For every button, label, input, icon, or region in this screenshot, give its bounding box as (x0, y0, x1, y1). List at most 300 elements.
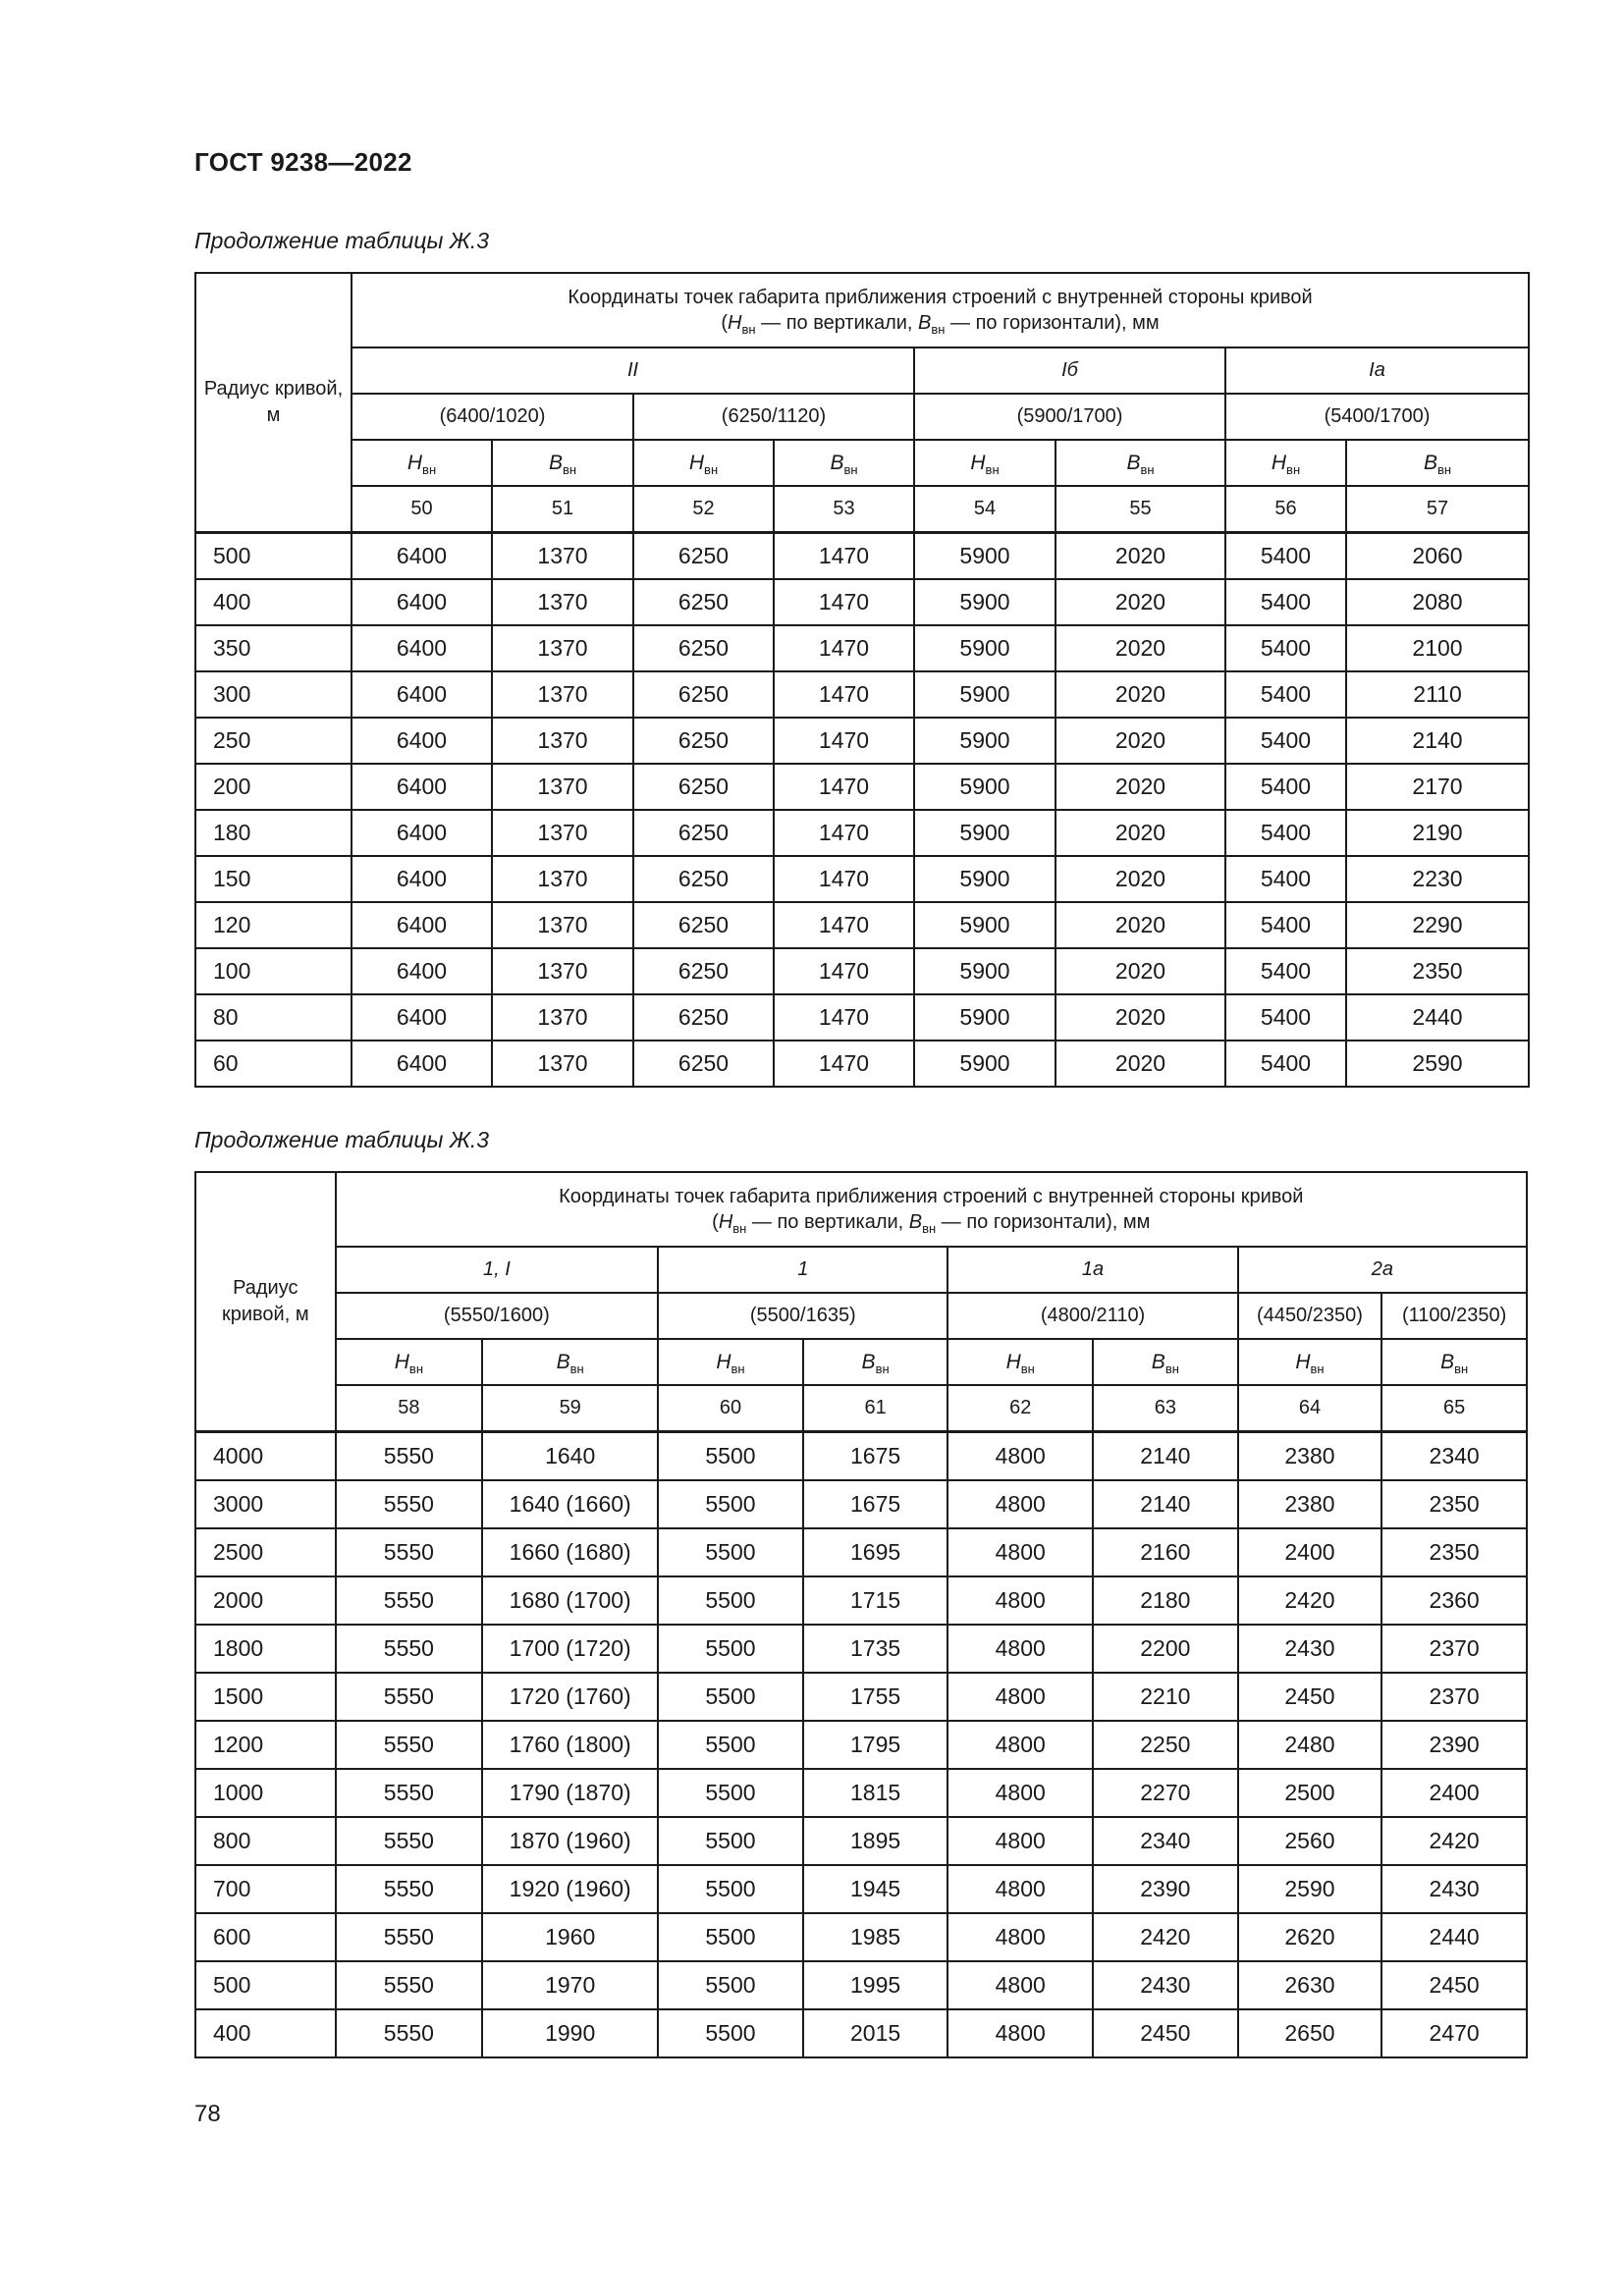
value-cell: 2020 (1056, 625, 1225, 671)
h-symbol-header: $H_{вн}$ (1238, 1339, 1382, 1385)
value-cell: 1895 (803, 1817, 948, 1865)
value-cell: 2380 (1238, 1432, 1382, 1481)
value-cell: 1735 (803, 1625, 948, 1673)
h-symbol-header: $H_{вн}$ (914, 440, 1056, 486)
value-cell: 1945 (803, 1865, 948, 1913)
b-symbol-header: $B_{вн}$ (803, 1339, 948, 1385)
class-header: Iа (1225, 347, 1529, 394)
value-cell: 2020 (1056, 902, 1225, 948)
class-header: 1а (947, 1247, 1237, 1293)
value-cell: 1370 (492, 994, 633, 1041)
value-cell: 5550 (336, 2009, 483, 2057)
value-cell: 2020 (1056, 579, 1225, 625)
value-cell: 6250 (633, 533, 774, 580)
value-cell: 4800 (947, 1961, 1093, 2009)
radius-cell: 1800 (195, 1625, 336, 1673)
b-symbol-header: $B_{вн}$ (492, 440, 633, 486)
value-cell: 4800 (947, 1865, 1093, 1913)
value-cell: 2250 (1093, 1721, 1238, 1769)
column-number: 63 (1093, 1385, 1238, 1432)
table1 (194, 272, 1530, 1088)
value-cell: 5500 (658, 1673, 803, 1721)
value-cell: 4800 (947, 1576, 1093, 1625)
value-cell: 1870 (1960) (482, 1817, 658, 1865)
value-cell: 1920 (1960) (482, 1865, 658, 1913)
table-row (195, 671, 1529, 718)
value-cell: 2200 (1093, 1625, 1238, 1673)
value-cell: 2180 (1093, 1576, 1238, 1625)
value-cell: 6250 (633, 764, 774, 810)
value-cell: 4800 (947, 2009, 1093, 2057)
dimension-pair-header: (4450/2350) (1238, 1293, 1382, 1339)
value-cell: 2340 (1381, 1432, 1527, 1481)
value-cell: 1470 (774, 533, 914, 580)
value-cell: 2590 (1238, 1865, 1382, 1913)
value-cell: 5900 (914, 948, 1056, 994)
value-cell: 6400 (352, 671, 492, 718)
value-cell: 5500 (658, 1865, 803, 1913)
value-cell: 5900 (914, 856, 1056, 902)
value-cell: 1960 (482, 1913, 658, 1961)
value-cell: 2560 (1238, 1817, 1382, 1865)
value-cell: 6400 (352, 994, 492, 1041)
value-cell: 2290 (1346, 902, 1529, 948)
value-cell: 5500 (658, 1817, 803, 1865)
value-cell: 4800 (947, 1528, 1093, 1576)
value-cell: 2370 (1381, 1625, 1527, 1673)
value-cell: 2420 (1093, 1913, 1238, 1961)
class-header: 2а (1238, 1247, 1527, 1293)
value-cell: 2140 (1093, 1480, 1238, 1528)
column-number: 61 (803, 1385, 948, 1432)
value-cell: 5400 (1225, 994, 1346, 1041)
h-symbol-header: $H_{вн}$ (352, 440, 492, 486)
value-cell: 1675 (803, 1480, 948, 1528)
value-cell: 2100 (1346, 625, 1529, 671)
value-cell: 5500 (658, 2009, 803, 2057)
column-number: 57 (1346, 486, 1529, 533)
value-cell: 5400 (1225, 948, 1346, 994)
dimension-pair-header: (6400/1020) (352, 394, 633, 440)
value-cell: 5550 (336, 1769, 483, 1817)
table-row (195, 1865, 1527, 1913)
value-cell: 2470 (1381, 2009, 1527, 2057)
value-cell: 5400 (1225, 810, 1346, 856)
value-cell: 5900 (914, 579, 1056, 625)
radius-cell: 100 (195, 948, 352, 994)
value-cell: 2390 (1381, 1721, 1527, 1769)
value-cell: 1995 (803, 1961, 948, 2009)
value-cell: 1660 (1680) (482, 1528, 658, 1576)
value-cell: 5400 (1225, 718, 1346, 764)
value-cell: 1715 (803, 1576, 948, 1625)
table-row (195, 533, 1529, 580)
value-cell: 1640 (482, 1432, 658, 1481)
column-number: 56 (1225, 486, 1346, 533)
column-number: 59 (482, 1385, 658, 1432)
dimension-pair-header: (5550/1600) (336, 1293, 659, 1339)
dimension-pair-header: (4800/2110) (947, 1293, 1237, 1339)
value-cell: 5900 (914, 810, 1056, 856)
b-symbol-header: $B_{вн}$ (482, 1339, 658, 1385)
table1-body (195, 533, 1529, 1088)
value-cell: 2380 (1238, 1480, 1382, 1528)
h-symbol-header: $H_{вн}$ (658, 1339, 803, 1385)
value-cell: 5900 (914, 671, 1056, 718)
value-cell: 2430 (1381, 1865, 1527, 1913)
value-cell: 6400 (352, 948, 492, 994)
value-cell: 1370 (492, 671, 633, 718)
dimension-pair-header: (5500/1635) (658, 1293, 947, 1339)
value-cell: 5900 (914, 625, 1056, 671)
value-cell: 2450 (1238, 1673, 1382, 1721)
column-number: 65 (1381, 1385, 1527, 1432)
value-cell: 6400 (352, 856, 492, 902)
value-cell: 1470 (774, 1041, 914, 1087)
table-row (195, 1480, 1527, 1528)
value-cell: 6400 (352, 625, 492, 671)
value-cell: 6400 (352, 1041, 492, 1087)
value-cell: 1700 (1720) (482, 1625, 658, 1673)
value-cell: 2650 (1238, 2009, 1382, 2057)
table-row (195, 625, 1529, 671)
value-cell: 2500 (1238, 1769, 1382, 1817)
value-cell: 5500 (658, 1721, 803, 1769)
value-cell: 1815 (803, 1769, 948, 1817)
value-cell: 1470 (774, 810, 914, 856)
radius-cell: 4000 (195, 1432, 336, 1481)
value-cell: 1470 (774, 902, 914, 948)
value-cell: 5550 (336, 1673, 483, 1721)
b-symbol-header: $B_{вн}$ (1056, 440, 1225, 486)
value-cell: 5500 (658, 1432, 803, 1481)
value-cell: 1720 (1760) (482, 1673, 658, 1721)
value-cell: 1470 (774, 671, 914, 718)
value-cell: 1370 (492, 625, 633, 671)
table2-body (195, 1432, 1527, 2058)
value-cell: 2430 (1238, 1625, 1382, 1673)
b-symbol-header: $B_{вн}$ (1346, 440, 1529, 486)
value-cell: 5900 (914, 764, 1056, 810)
value-cell: 1470 (774, 625, 914, 671)
value-cell: 1370 (492, 856, 633, 902)
value-cell: 6250 (633, 671, 774, 718)
value-cell: 6250 (633, 1041, 774, 1087)
value-cell: 6400 (352, 718, 492, 764)
column-number: 64 (1238, 1385, 1382, 1432)
dimension-pair-header: (5400/1700) (1225, 394, 1529, 440)
radius-cell: 400 (195, 579, 352, 625)
table-row (195, 1432, 1527, 1481)
column-number: 62 (947, 1385, 1093, 1432)
coordinates-header (336, 1172, 1527, 1247)
value-cell: 2350 (1381, 1480, 1527, 1528)
class-header: 1, I (336, 1247, 659, 1293)
table-row (195, 948, 1529, 994)
value-cell: 2020 (1056, 948, 1225, 994)
value-cell: 2020 (1056, 671, 1225, 718)
value-cell: 5900 (914, 718, 1056, 764)
table-row (195, 2009, 1527, 2057)
value-cell: 2440 (1346, 994, 1529, 1041)
page-number: 78 (194, 2101, 221, 2127)
value-cell: 2080 (1346, 579, 1529, 625)
value-cell: 2020 (1056, 1041, 1225, 1087)
value-cell: 6400 (352, 533, 492, 580)
value-cell: 6400 (352, 764, 492, 810)
coordinates-header-line1: Координаты точек габарита приближения строений с внутренней стороны кривой (559, 1186, 1304, 1207)
value-cell: 5550 (336, 1961, 483, 2009)
value-cell: 2590 (1346, 1041, 1529, 1087)
radius-cell: 200 (195, 764, 352, 810)
value-cell: 6250 (633, 625, 774, 671)
value-cell: 5550 (336, 1528, 483, 1576)
table-row (195, 994, 1529, 1041)
value-cell: 4800 (947, 1721, 1093, 1769)
value-cell: 5550 (336, 1625, 483, 1673)
value-cell: 2020 (1056, 994, 1225, 1041)
b-symbol-header: $B_{вн}$ (1093, 1339, 1238, 1385)
radius-cell: 3000 (195, 1480, 336, 1528)
value-cell: 2350 (1346, 948, 1529, 994)
table-row (195, 856, 1529, 902)
value-cell: 2140 (1346, 718, 1529, 764)
column-number: 53 (774, 486, 914, 533)
value-cell: 5500 (658, 1625, 803, 1673)
radius-cell: 300 (195, 671, 352, 718)
value-cell: 2270 (1093, 1769, 1238, 1817)
value-cell: 4800 (947, 1673, 1093, 1721)
value-cell: 2210 (1093, 1673, 1238, 1721)
value-cell: 5900 (914, 1041, 1056, 1087)
value-cell: 1370 (492, 902, 633, 948)
value-cell: 5400 (1225, 533, 1346, 580)
value-cell: 5900 (914, 533, 1056, 580)
coordinates-header-line2: ($H_{вн}$ — по вертикали, $B_{вн}$ — по горизонтали), мм (712, 1211, 1151, 1236)
value-cell: 6250 (633, 810, 774, 856)
value-cell: 5400 (1225, 902, 1346, 948)
value-cell: 1990 (482, 2009, 658, 2057)
value-cell: 2450 (1093, 2009, 1238, 2057)
value-cell: 4800 (947, 1913, 1093, 1961)
coordinates-header-line2: ($H_{вн}$ — по вертикали, $B_{вн}$ — по горизонтали), мм (721, 312, 1160, 337)
b-symbol-header: $B_{вн}$ (1381, 1339, 1527, 1385)
dimension-pair-header: (5900/1700) (914, 394, 1225, 440)
table1-caption: Продолжение таблицы Ж.3 (194, 228, 490, 253)
value-cell: 6250 (633, 718, 774, 764)
column-number: 50 (352, 486, 492, 533)
table-row (195, 1041, 1529, 1087)
value-cell: 5500 (658, 1769, 803, 1817)
value-cell: 1370 (492, 1041, 633, 1087)
value-cell: 5500 (658, 1913, 803, 1961)
value-cell: 6250 (633, 579, 774, 625)
value-cell: 6250 (633, 856, 774, 902)
value-cell: 5400 (1225, 625, 1346, 671)
value-cell: 2230 (1346, 856, 1529, 902)
coordinates-header (352, 273, 1529, 347)
value-cell: 1695 (803, 1528, 948, 1576)
table-row (195, 1721, 1527, 1769)
column-number: 58 (336, 1385, 483, 1432)
value-cell: 4800 (947, 1432, 1093, 1481)
h-symbol-header: $H_{вн}$ (947, 1339, 1093, 1385)
value-cell: 6400 (352, 810, 492, 856)
value-cell: 2450 (1381, 1961, 1527, 2009)
radius-cell: 1200 (195, 1721, 336, 1769)
value-cell: 1370 (492, 764, 633, 810)
radius-cell: 700 (195, 1865, 336, 1913)
value-cell: 1640 (1660) (482, 1480, 658, 1528)
value-cell: 1675 (803, 1432, 948, 1481)
radius-cell: 400 (195, 2009, 336, 2057)
value-cell: 2420 (1238, 1576, 1382, 1625)
document-title: ГОСТ 9238—2022 (194, 147, 412, 177)
value-cell: 4800 (947, 1625, 1093, 1673)
value-cell: 5500 (658, 1480, 803, 1528)
table-row (195, 1673, 1527, 1721)
value-cell: 2400 (1381, 1769, 1527, 1817)
value-cell: 2020 (1056, 810, 1225, 856)
value-cell: 2350 (1381, 1528, 1527, 1576)
value-cell: 1795 (803, 1721, 948, 1769)
value-cell: 5400 (1225, 856, 1346, 902)
value-cell: 1370 (492, 579, 633, 625)
value-cell: 1470 (774, 994, 914, 1041)
h-symbol-header: $H_{вн}$ (633, 440, 774, 486)
table-row (195, 579, 1529, 625)
radius-cell: 150 (195, 856, 352, 902)
value-cell: 6400 (352, 579, 492, 625)
table-row (195, 1528, 1527, 1576)
radius-header: Радиус кривой, м (195, 273, 352, 533)
value-cell: 2390 (1093, 1865, 1238, 1913)
table-row (195, 902, 1529, 948)
class-header: II (352, 347, 914, 394)
radius-cell: 60 (195, 1041, 352, 1087)
value-cell: 1370 (492, 810, 633, 856)
value-cell: 1470 (774, 764, 914, 810)
value-cell: 2420 (1381, 1817, 1527, 1865)
value-cell: 1370 (492, 948, 633, 994)
value-cell: 2360 (1381, 1576, 1527, 1625)
radius-cell: 1000 (195, 1769, 336, 1817)
value-cell: 2020 (1056, 764, 1225, 810)
table2 (194, 1171, 1528, 2058)
value-cell: 5550 (336, 1865, 483, 1913)
class-header: 1 (658, 1247, 947, 1293)
radius-cell: 500 (195, 1961, 336, 2009)
value-cell: 6250 (633, 994, 774, 1041)
table-row (195, 718, 1529, 764)
value-cell: 5900 (914, 994, 1056, 1041)
value-cell: 2480 (1238, 1721, 1382, 1769)
radius-cell: 2500 (195, 1528, 336, 1576)
radius-cell: 600 (195, 1913, 336, 1961)
radius-cell: 2000 (195, 1576, 336, 1625)
value-cell: 2430 (1093, 1961, 1238, 2009)
value-cell: 1470 (774, 856, 914, 902)
value-cell: 1370 (492, 718, 633, 764)
dimension-pair-header: (6250/1120) (633, 394, 914, 440)
value-cell: 1970 (482, 1961, 658, 2009)
h-symbol-header: $H_{вн}$ (1225, 440, 1346, 486)
value-cell: 1790 (1870) (482, 1769, 658, 1817)
value-cell: 1985 (803, 1913, 948, 1961)
value-cell: 2015 (803, 2009, 948, 2057)
value-cell: 5550 (336, 1480, 483, 1528)
value-cell: 5550 (336, 1913, 483, 1961)
column-number: 54 (914, 486, 1056, 533)
value-cell: 2370 (1381, 1673, 1527, 1721)
column-number: 51 (492, 486, 633, 533)
value-cell: 6250 (633, 902, 774, 948)
value-cell: 1370 (492, 533, 633, 580)
radius-cell: 500 (195, 533, 352, 580)
column-number: 52 (633, 486, 774, 533)
table-row (195, 764, 1529, 810)
radius-cell: 350 (195, 625, 352, 671)
value-cell: 1470 (774, 718, 914, 764)
radius-cell: 250 (195, 718, 352, 764)
value-cell: 2190 (1346, 810, 1529, 856)
table-row (195, 1913, 1527, 1961)
value-cell: 5500 (658, 1961, 803, 2009)
value-cell: 5550 (336, 1432, 483, 1481)
value-cell: 1755 (803, 1673, 948, 1721)
value-cell: 4800 (947, 1817, 1093, 1865)
table-row (195, 1769, 1527, 1817)
value-cell: 2340 (1093, 1817, 1238, 1865)
value-cell: 1470 (774, 579, 914, 625)
value-cell: 2020 (1056, 533, 1225, 580)
value-cell: 1470 (774, 948, 914, 994)
value-cell: 5500 (658, 1576, 803, 1625)
radius-header: Радиус кривой, м (195, 1172, 336, 1432)
value-cell: 6400 (352, 902, 492, 948)
value-cell: 2400 (1238, 1528, 1382, 1576)
value-cell: 2140 (1093, 1432, 1238, 1481)
value-cell: 5400 (1225, 764, 1346, 810)
class-header: Iб (914, 347, 1225, 394)
value-cell: 6250 (633, 948, 774, 994)
coordinates-header-line1: Координаты точек габарита приближения строений с внутренней стороны кривой (568, 287, 1313, 308)
b-symbol-header: $B_{вн}$ (774, 440, 914, 486)
value-cell: 2170 (1346, 764, 1529, 810)
value-cell: 2160 (1093, 1528, 1238, 1576)
value-cell: 4800 (947, 1769, 1093, 1817)
column-number: 60 (658, 1385, 803, 1432)
h-symbol-header: $H_{вн}$ (336, 1339, 483, 1385)
radius-cell: 120 (195, 902, 352, 948)
value-cell: 1760 (1800) (482, 1721, 658, 1769)
value-cell: 2060 (1346, 533, 1529, 580)
table-row (195, 1625, 1527, 1673)
value-cell: 5550 (336, 1576, 483, 1625)
value-cell: 1680 (1700) (482, 1576, 658, 1625)
value-cell: 5400 (1225, 1041, 1346, 1087)
column-number: 55 (1056, 486, 1225, 533)
table-row (195, 810, 1529, 856)
dimension-pair-header: (1100/2350) (1381, 1293, 1527, 1339)
value-cell: 2110 (1346, 671, 1529, 718)
value-cell: 2440 (1381, 1913, 1527, 1961)
value-cell: 5400 (1225, 579, 1346, 625)
value-cell: 5500 (658, 1528, 803, 1576)
value-cell: 5550 (336, 1817, 483, 1865)
value-cell: 2020 (1056, 718, 1225, 764)
value-cell: 5900 (914, 902, 1056, 948)
